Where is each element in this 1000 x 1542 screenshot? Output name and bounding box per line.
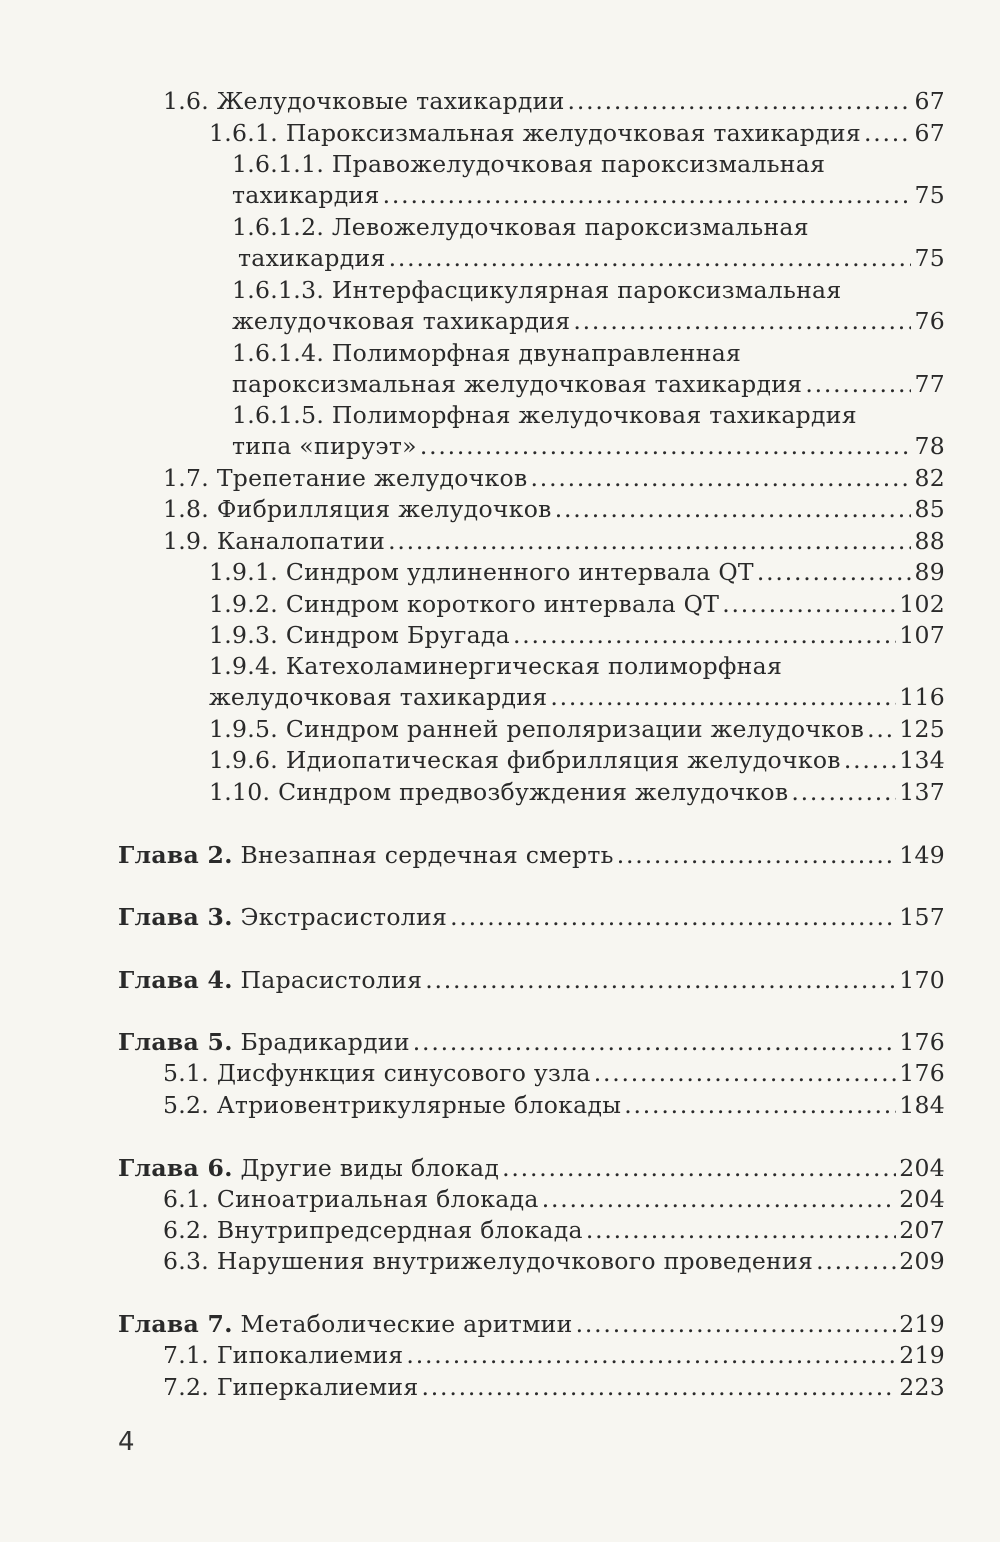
toc-entry-title: 1.9.3. Синдром Бругада (209, 621, 510, 649)
toc-entry-title: пароксизмальная желудочковая тахикардия (232, 370, 803, 398)
toc-entry-page: 76 (914, 307, 945, 335)
toc-entry-title-line: 1.6.1.4. Полиморфная двунаправленная (232, 339, 742, 367)
toc-entry (209, 777, 945, 807)
toc-entry-page: 176 (899, 1028, 945, 1056)
toc-entry-page: 219 (899, 1341, 945, 1369)
toc-entry (209, 118, 945, 148)
toc-entry-title: 1.9.5. Синдром ранней реполяризации желудочков (209, 715, 865, 743)
toc-entry-page: 170 (899, 966, 945, 994)
dot-leader (531, 463, 912, 493)
toc-entry (163, 1090, 945, 1120)
toc-chapter (118, 840, 945, 870)
toc-entry-title: тахикардия (232, 181, 380, 209)
toc-entry-page: 184 (899, 1091, 945, 1119)
toc-entry (163, 1372, 945, 1402)
toc-entry-title: 1.6.1. Пароксизмальная желудочковая тахикардия (209, 119, 861, 147)
toc-chapter (118, 1027, 945, 1057)
toc-chapter (118, 1153, 945, 1183)
toc-entry-title-line: 1.6.1.1. Правожелудочковая пароксизмальная (232, 150, 826, 178)
toc-entry (209, 620, 945, 650)
dot-leader (450, 902, 896, 932)
toc-entry-page: 85 (914, 495, 945, 523)
toc-entry-page: 75 (914, 181, 945, 209)
dot-leader (617, 840, 896, 870)
toc-entry-title: Другие виды блокад (240, 1154, 500, 1182)
toc-entry-title: 1.9.2. Синдром короткого интервала QT (209, 590, 720, 618)
toc-entry (163, 1246, 945, 1276)
dot-leader (594, 1058, 897, 1088)
dot-leader (413, 1027, 896, 1057)
toc-entry-page: 204 (899, 1185, 945, 1213)
toc-entry-title: Брадикардии (240, 1028, 410, 1056)
chapter-number: Глава 7. (118, 1310, 233, 1338)
toc-entry-title: 1.8. Фибрилляция желудочков (163, 495, 552, 523)
dot-leader (586, 1215, 896, 1245)
toc-entry-title: 1.6. Желудочковые тахикардии (163, 87, 565, 115)
toc-entry-page: 82 (914, 464, 945, 492)
chapter-number: Глава 6. (118, 1154, 233, 1182)
dot-leader (844, 745, 896, 775)
toc-entry-page: 88 (914, 527, 945, 555)
dot-leader (513, 620, 896, 650)
toc-entry-title: 1.9. Каналопатии (163, 527, 386, 555)
toc-entry-page: 176 (899, 1059, 945, 1087)
dot-leader (722, 589, 896, 619)
toc-entry (163, 494, 945, 524)
dot-leader (576, 1309, 897, 1339)
toc-entry-title-line: 1.6.1.3. Интерфасцикулярная пароксизмальная (232, 276, 842, 304)
toc-entry-page: 77 (914, 370, 945, 398)
chapter-number: Глава 4. (118, 966, 233, 994)
toc-entry-title-line: 1.9.4. Катехоламинергическая полиморфная (209, 652, 783, 680)
dot-leader (383, 180, 912, 210)
toc-entry-page: 204 (899, 1154, 945, 1182)
toc-entry-page: 107 (899, 621, 945, 649)
toc-entry-title-line: 1.6.1.5. Полиморфная желудочковая тахикардия (232, 401, 857, 429)
toc-entry-page: 116 (899, 683, 945, 711)
toc-entry-page: 78 (914, 432, 945, 460)
dot-leader (406, 1340, 896, 1370)
toc-entry (209, 557, 945, 587)
toc-entry (163, 1340, 945, 1370)
chapter-number: Глава 5. (118, 1028, 233, 1056)
toc-entry (232, 369, 945, 399)
toc-entry (232, 180, 945, 210)
page-number: 4 (118, 1427, 135, 1457)
toc-entry (232, 306, 945, 336)
dot-leader (791, 777, 896, 807)
toc-entry-page: 67 (914, 87, 945, 115)
toc-entry-title: Метаболические аритмии (240, 1310, 573, 1338)
dot-leader (502, 1153, 896, 1183)
dot-leader (420, 431, 912, 461)
toc-entry-title: 5.1. Дисфункция синусового узла (163, 1059, 591, 1087)
toc-entry-page: 223 (899, 1373, 945, 1401)
toc-entry-title: 6.2. Внутрипредсердная блокада (163, 1216, 583, 1244)
toc-chapter (118, 902, 945, 932)
toc-entry-title: 1.7. Трепетание желудочков (163, 464, 528, 492)
dot-leader (555, 494, 912, 524)
toc-chapter (118, 965, 945, 995)
toc-entry (163, 526, 945, 556)
dot-leader (389, 243, 912, 273)
toc-entry-page: 149 (899, 841, 945, 869)
toc-entry (232, 431, 945, 461)
toc-entry-page: 219 (899, 1310, 945, 1338)
dot-leader (542, 1184, 897, 1214)
toc-entry-title: 6.3. Нарушения внутрижелудочкового проведения (163, 1247, 814, 1275)
toc-entry (209, 589, 945, 619)
toc-entry (163, 1058, 945, 1088)
dot-leader (568, 86, 912, 116)
chapter-number: Глава 3. (118, 903, 233, 931)
toc-entry-title: 6.1. Синоатриальная блокада (163, 1185, 539, 1213)
toc-entry-page: 137 (899, 778, 945, 806)
toc-entry-title: 7.1. Гипокалиемия (163, 1341, 404, 1369)
toc-entry-title: 1.9.1. Синдром удлиненного интервала QT (209, 558, 754, 586)
toc-entry (163, 1215, 945, 1245)
toc-chapter (118, 1309, 945, 1339)
toc-entry-title: 1.10. Синдром предвозбуждения желудочков (209, 778, 789, 806)
dot-leader (573, 306, 911, 336)
toc-entry (163, 463, 945, 493)
toc-entry-title: желудочковая тахикардия (209, 683, 548, 711)
toc-entry-title: Экстрасистолия (240, 903, 448, 931)
dot-leader (816, 1246, 896, 1276)
toc-entry-title: желудочковая тахикардия (232, 307, 571, 335)
toc-entry-title: Парасистолия (240, 966, 423, 994)
toc-entry-title: 1.9.6. Идиопатическая фибрилляция желудочков (209, 746, 841, 774)
toc-entry-page: 102 (899, 590, 945, 618)
dot-leader (867, 714, 896, 744)
toc-entry (209, 714, 945, 744)
toc-entry-title: тахикардия (238, 244, 386, 272)
toc-entry-page: 157 (899, 903, 945, 931)
toc-entry-title: типа «пируэт» (232, 432, 417, 460)
dot-leader (550, 682, 896, 712)
toc-entry-page: 209 (899, 1247, 945, 1275)
toc-entry (238, 243, 945, 273)
dot-leader (624, 1090, 896, 1120)
toc-entry-page: 89 (914, 558, 945, 586)
toc-entry-page: 125 (899, 715, 945, 743)
dot-leader (388, 526, 911, 556)
dot-leader (805, 369, 911, 399)
toc-entry-page: 207 (899, 1216, 945, 1244)
chapter-number: Глава 2. (118, 841, 233, 869)
toc-entry-title: 5.2. Атриовентрикулярные блокады (163, 1091, 622, 1119)
toc-entry-title: 7.2. Гиперкалиемия (163, 1373, 419, 1401)
dot-leader (422, 1372, 897, 1402)
toc-entry-page: 67 (914, 119, 945, 147)
toc-entry (209, 745, 945, 775)
dot-leader (757, 557, 912, 587)
toc-entry-title: Внезапная сердечная смерть (240, 841, 614, 869)
toc-entry-page: 134 (899, 746, 945, 774)
toc-entry (163, 86, 945, 116)
toc-entry-title-line: 1.6.1.2. Левожелудочковая пароксизмальная (232, 213, 809, 241)
dot-leader (864, 118, 912, 148)
dot-leader (425, 965, 896, 995)
toc-entry (163, 1184, 945, 1214)
toc-entry (209, 682, 945, 712)
toc-entry-page: 75 (914, 244, 945, 272)
